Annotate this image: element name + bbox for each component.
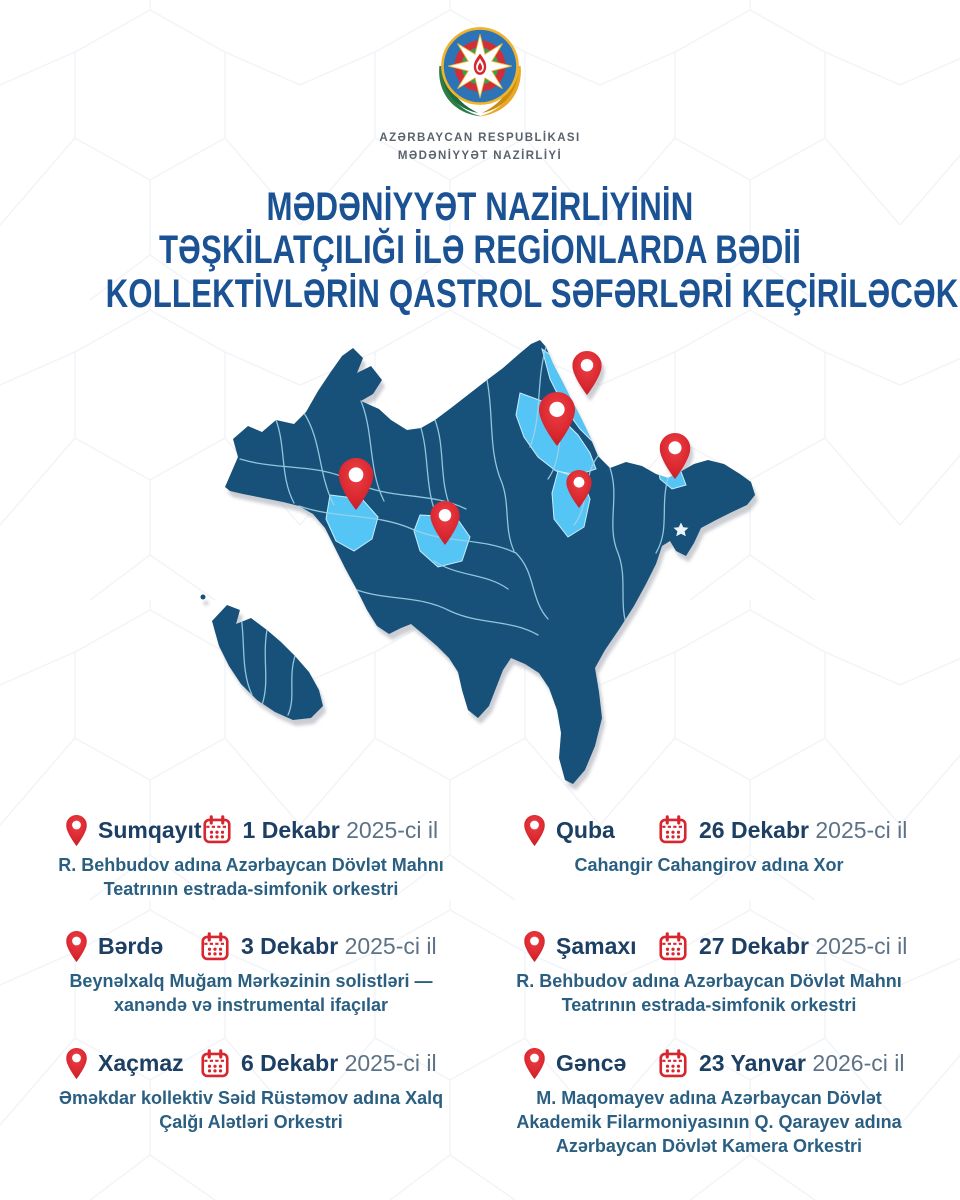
event-year: 2025-ci il [815,816,908,843]
map-pin-xacmaz [572,351,601,395]
event-gence [498,1048,920,1159]
event-date: 26 Dekabr [699,816,809,843]
poster-title [0,186,960,317]
location-pin-icon [524,1048,545,1079]
azerbaijan-coat-of-arms-icon [427,24,533,124]
map-nakhchivan [201,594,324,720]
event-date: 27 Dekabr [699,933,809,960]
event-city: Bərdə [98,933,164,960]
calendar-icon [202,815,232,845]
event-year: 2025-ci il [346,816,439,843]
event-city: Gəncə [556,1050,627,1077]
event-date: 3 Dekabr [241,933,339,960]
event-city: Şamaxı [556,933,637,960]
location-pin-icon [66,815,87,846]
location-pin-icon [66,931,87,962]
calendar-icon [200,1049,230,1079]
calendar-icon [658,815,688,845]
location-pin-icon [524,815,545,846]
map-islet [201,594,206,599]
ministry-name-line-1: AZƏRBAYCAN RESPUBLİKASI [379,132,581,144]
calendar-icon [200,932,230,962]
calendar-icon [658,932,688,962]
event-description: Əməkdar kollektiv Səid Rüstəmov adına Xalq Çalğı Alətləri Orkestri [58,1088,444,1133]
azerbaijan-map [90,329,870,799]
event-year: 2026-ci il [812,1050,905,1077]
event-quba [498,815,920,902]
event-date: 1 Dekabr [242,816,340,843]
header [0,0,960,166]
event-description: M. Maqomayev adına Azərbaycan Dövlət Akademik Filarmoniyasının Q. Qarayev adına Azərbaycan Dövlət Kamera Orkestri [516,1088,902,1157]
event-year: 2025-ci il [344,933,437,960]
event-sumqayit [40,815,462,902]
event-xacmaz [40,1048,462,1159]
calendar-icon [658,1049,688,1079]
title-line-3: KOLLEKTİVLƏRİN QASTROL SƏFƏRLƏRİ KEÇİRİLƏCƏK [105,271,959,316]
event-berde [40,931,462,1018]
event-description: R. Behbudov adına Azərbaycan Dövlət Mahnı Teatrının estrada-simfonik orkestri [58,854,444,899]
event-city: Sumqayıt [98,816,202,843]
event-year: 2025-ci il [815,933,908,960]
event-city: Quba [556,816,615,843]
event-city: Xaçmaz [98,1050,184,1077]
location-pin-icon [524,931,545,962]
event-description: Beynəlxalq Muğam Mərkəzinin solistləri — xanəndə və instrumental ifaçılar [69,971,433,1016]
ministry-name [379,129,580,166]
event-description: R. Behbudov adına Azərbaycan Dövlət Mahnı Teatrının estrada-simfonik orkestri [516,971,902,1016]
title-line-1: MƏDƏNİYYƏT NAZİRLİYİNİN [266,184,694,229]
event-date: 6 Dekabr [241,1050,339,1077]
event-year: 2025-ci il [344,1050,437,1077]
event-samaxi [498,931,920,1018]
events-schedule [40,815,920,1160]
title-line-2: TƏŞKİLATÇILIĞI İLƏ REGİONLARDA BƏDİİ [158,228,802,273]
location-pin-icon [66,1048,87,1079]
event-date: 23 Yanvar [699,1050,807,1077]
event-description: Cahangir Cahangirov adına Xor [574,854,844,875]
ministry-name-line-2: MƏDƏNİYYƏT NAZİRLİYİ [397,150,563,163]
